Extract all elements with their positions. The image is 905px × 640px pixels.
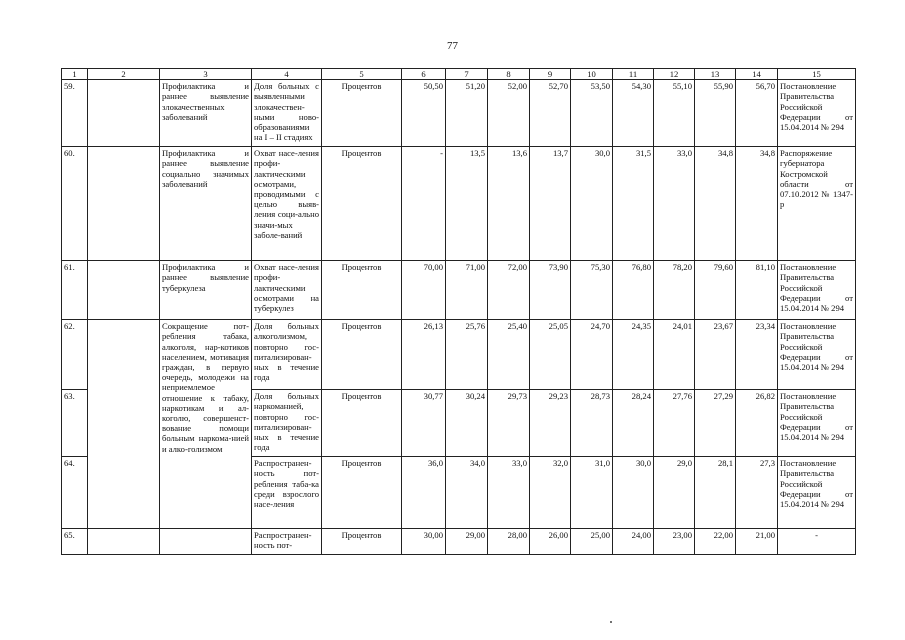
scan-speck xyxy=(610,621,612,623)
row-number: 59. xyxy=(62,80,88,147)
value-cell: 13,7 xyxy=(530,147,571,261)
value-cell: 50,50 xyxy=(402,80,446,147)
row-number: 61. xyxy=(62,261,88,320)
value-cell: 23,67 xyxy=(695,320,736,390)
indicator-cell: Доля больных наркоманией, повторно гос-питализирован-ных в течение года xyxy=(252,390,322,457)
value-cell: 31,0 xyxy=(571,457,613,529)
column-header: 15 xyxy=(778,69,856,80)
value-cell: 56,70 xyxy=(736,80,778,147)
value-cell: 28,00 xyxy=(488,529,530,555)
value-cell: 29,0 xyxy=(654,457,695,529)
unit-cell: Процентов xyxy=(322,390,402,457)
value-cell: 26,00 xyxy=(530,529,571,555)
blank-cell xyxy=(88,147,160,261)
row-number: 65. xyxy=(62,529,88,555)
value-cell: 27,76 xyxy=(654,390,695,457)
column-header: 5 xyxy=(322,69,402,80)
row-number: 63. xyxy=(62,390,88,457)
value-cell: 34,8 xyxy=(736,147,778,261)
value-cell: 73,90 xyxy=(530,261,571,320)
blank-cell xyxy=(88,80,160,147)
value-cell: 29,00 xyxy=(446,529,488,555)
column-number-row xyxy=(62,69,856,80)
blank-cell xyxy=(88,320,160,529)
value-cell: 70,00 xyxy=(402,261,446,320)
value-cell: 27,3 xyxy=(736,457,778,529)
value-cell: 13,6 xyxy=(488,147,530,261)
indicator-cell: Охват насе-ления профи-лактическими осмотрами на туберкулез xyxy=(252,261,322,320)
value-cell: 53,50 xyxy=(571,80,613,147)
unit-cell: Процентов xyxy=(322,320,402,390)
table-row xyxy=(62,147,856,261)
value-cell: 29,73 xyxy=(488,390,530,457)
value-cell: 28,73 xyxy=(571,390,613,457)
value-cell: 31,5 xyxy=(613,147,654,261)
value-cell: 28,24 xyxy=(613,390,654,457)
value-cell: 21,00 xyxy=(736,529,778,555)
unit-cell: Процентов xyxy=(322,80,402,147)
value-cell: 25,00 xyxy=(571,529,613,555)
column-header: 12 xyxy=(654,69,695,80)
indicator-cell: Охват насе-ления профи-лактическими осмотрами, проводимыми с целью выяв-ления соци-ально значи-мых заболе-ваний xyxy=(252,147,322,261)
value-cell: 78,20 xyxy=(654,261,695,320)
value-cell: 34,0 xyxy=(446,457,488,529)
table-row xyxy=(62,80,856,147)
value-cell: 36,0 xyxy=(402,457,446,529)
column-header: 7 xyxy=(446,69,488,80)
value-cell: - xyxy=(402,147,446,261)
value-cell: 28,1 xyxy=(695,457,736,529)
value-cell: 24,70 xyxy=(571,320,613,390)
column-header: 6 xyxy=(402,69,446,80)
value-cell: 25,40 xyxy=(488,320,530,390)
blank-cell xyxy=(88,529,160,555)
unit-cell: Процентов xyxy=(322,261,402,320)
value-cell: 30,77 xyxy=(402,390,446,457)
value-cell: 23,34 xyxy=(736,320,778,390)
value-cell: 76,80 xyxy=(613,261,654,320)
value-cell: 24,35 xyxy=(613,320,654,390)
column-header: 9 xyxy=(530,69,571,80)
value-cell: 34,8 xyxy=(695,147,736,261)
value-cell: 72,00 xyxy=(488,261,530,320)
value-cell: 51,20 xyxy=(446,80,488,147)
program-name-cell xyxy=(160,529,252,555)
value-cell: 33,0 xyxy=(488,457,530,529)
source-cell: Постановление Правительства Российской Федерации от 15.04.2014 № 294 xyxy=(778,261,856,320)
value-cell: 25,05 xyxy=(530,320,571,390)
indicator-cell: Распространен-ность пот- xyxy=(252,529,322,555)
table-row xyxy=(62,261,856,320)
value-cell: 30,0 xyxy=(613,457,654,529)
column-header: 1 xyxy=(62,69,88,80)
value-cell: 55,90 xyxy=(695,80,736,147)
column-header: 13 xyxy=(695,69,736,80)
value-cell: 30,24 xyxy=(446,390,488,457)
source-cell: - xyxy=(778,529,856,555)
value-cell: 32,0 xyxy=(530,457,571,529)
program-name-cell: Профилактика и раннее выявление туберкулеза xyxy=(160,261,252,320)
source-cell: Постановление Правительства Российской Федерации от 15.04.2014 № 294 xyxy=(778,457,856,529)
indicator-cell: Доля больных алкоголизмом, повторно гос-питализирован-ных в течение года xyxy=(252,320,322,390)
value-cell: 30,00 xyxy=(402,529,446,555)
row-number: 62. xyxy=(62,320,88,390)
source-cell: Распоряжение губернатора Костромской области от 07.10.2012 № 1347-р xyxy=(778,147,856,261)
column-header: 8 xyxy=(488,69,530,80)
column-header: 11 xyxy=(613,69,654,80)
row-number: 60. xyxy=(62,147,88,261)
value-cell: 52,70 xyxy=(530,80,571,147)
value-cell: 25,76 xyxy=(446,320,488,390)
column-header: 10 xyxy=(571,69,613,80)
source-cell: Постановление Правительства Российской Федерации от 15.04.2014 № 294 xyxy=(778,320,856,390)
unit-cell: Процентов xyxy=(322,457,402,529)
source-cell: Постановление Правительства Российской Федерации от 15.04.2014 № 294 xyxy=(778,390,856,457)
table-row xyxy=(62,320,856,390)
column-header: 2 xyxy=(88,69,160,80)
value-cell: 79,60 xyxy=(695,261,736,320)
unit-cell: Процентов xyxy=(322,529,402,555)
value-cell: 24,00 xyxy=(613,529,654,555)
value-cell: 27,29 xyxy=(695,390,736,457)
table-row xyxy=(62,529,856,555)
value-cell: 33,0 xyxy=(654,147,695,261)
blank-cell xyxy=(88,261,160,320)
value-cell: 24,01 xyxy=(654,320,695,390)
value-cell: 29,23 xyxy=(530,390,571,457)
indicators-table xyxy=(61,68,856,555)
value-cell: 52,00 xyxy=(488,80,530,147)
value-cell: 26,13 xyxy=(402,320,446,390)
column-header: 4 xyxy=(252,69,322,80)
page-number: 77 xyxy=(447,40,458,52)
source-cell: Постановление Правительства Российской Федерации от 15.04.2014 № 294 xyxy=(778,80,856,147)
column-header: 3 xyxy=(160,69,252,80)
indicator-cell: Распространен-ность пот-ребления таба-ка среди взрослого насе-ления xyxy=(252,457,322,529)
value-cell: 71,00 xyxy=(446,261,488,320)
indicator-cell: Доля больных с выявленными злокачествен-ными ново-образованиями на I – II стадиях xyxy=(252,80,322,147)
value-cell: 55,10 xyxy=(654,80,695,147)
row-number: 64. xyxy=(62,457,88,529)
program-name-cell-merged: Сокращение пот-ребления табака, алкоголя, нар-котиков населением, мотивация граждан, в первую очередь, молодежи на неприемлемое отношение к табаку, наркотикам и ал-коголю, совершенст-вование помощи больным наркома-нией и алко-голизмом xyxy=(160,320,252,529)
value-cell: 30,0 xyxy=(571,147,613,261)
program-name-cell: Профилактика и раннее выявление злокачественных заболеваний xyxy=(160,80,252,147)
value-cell: 54,30 xyxy=(613,80,654,147)
program-name-cell: Профилактика и раннее выявление социально значимых заболеваний xyxy=(160,147,252,261)
value-cell: 23,00 xyxy=(654,529,695,555)
column-header: 14 xyxy=(736,69,778,80)
value-cell: 26,82 xyxy=(736,390,778,457)
value-cell: 13,5 xyxy=(446,147,488,261)
unit-cell: Процентов xyxy=(322,147,402,261)
value-cell: 75,30 xyxy=(571,261,613,320)
value-cell: 81,10 xyxy=(736,261,778,320)
value-cell: 22,00 xyxy=(695,529,736,555)
